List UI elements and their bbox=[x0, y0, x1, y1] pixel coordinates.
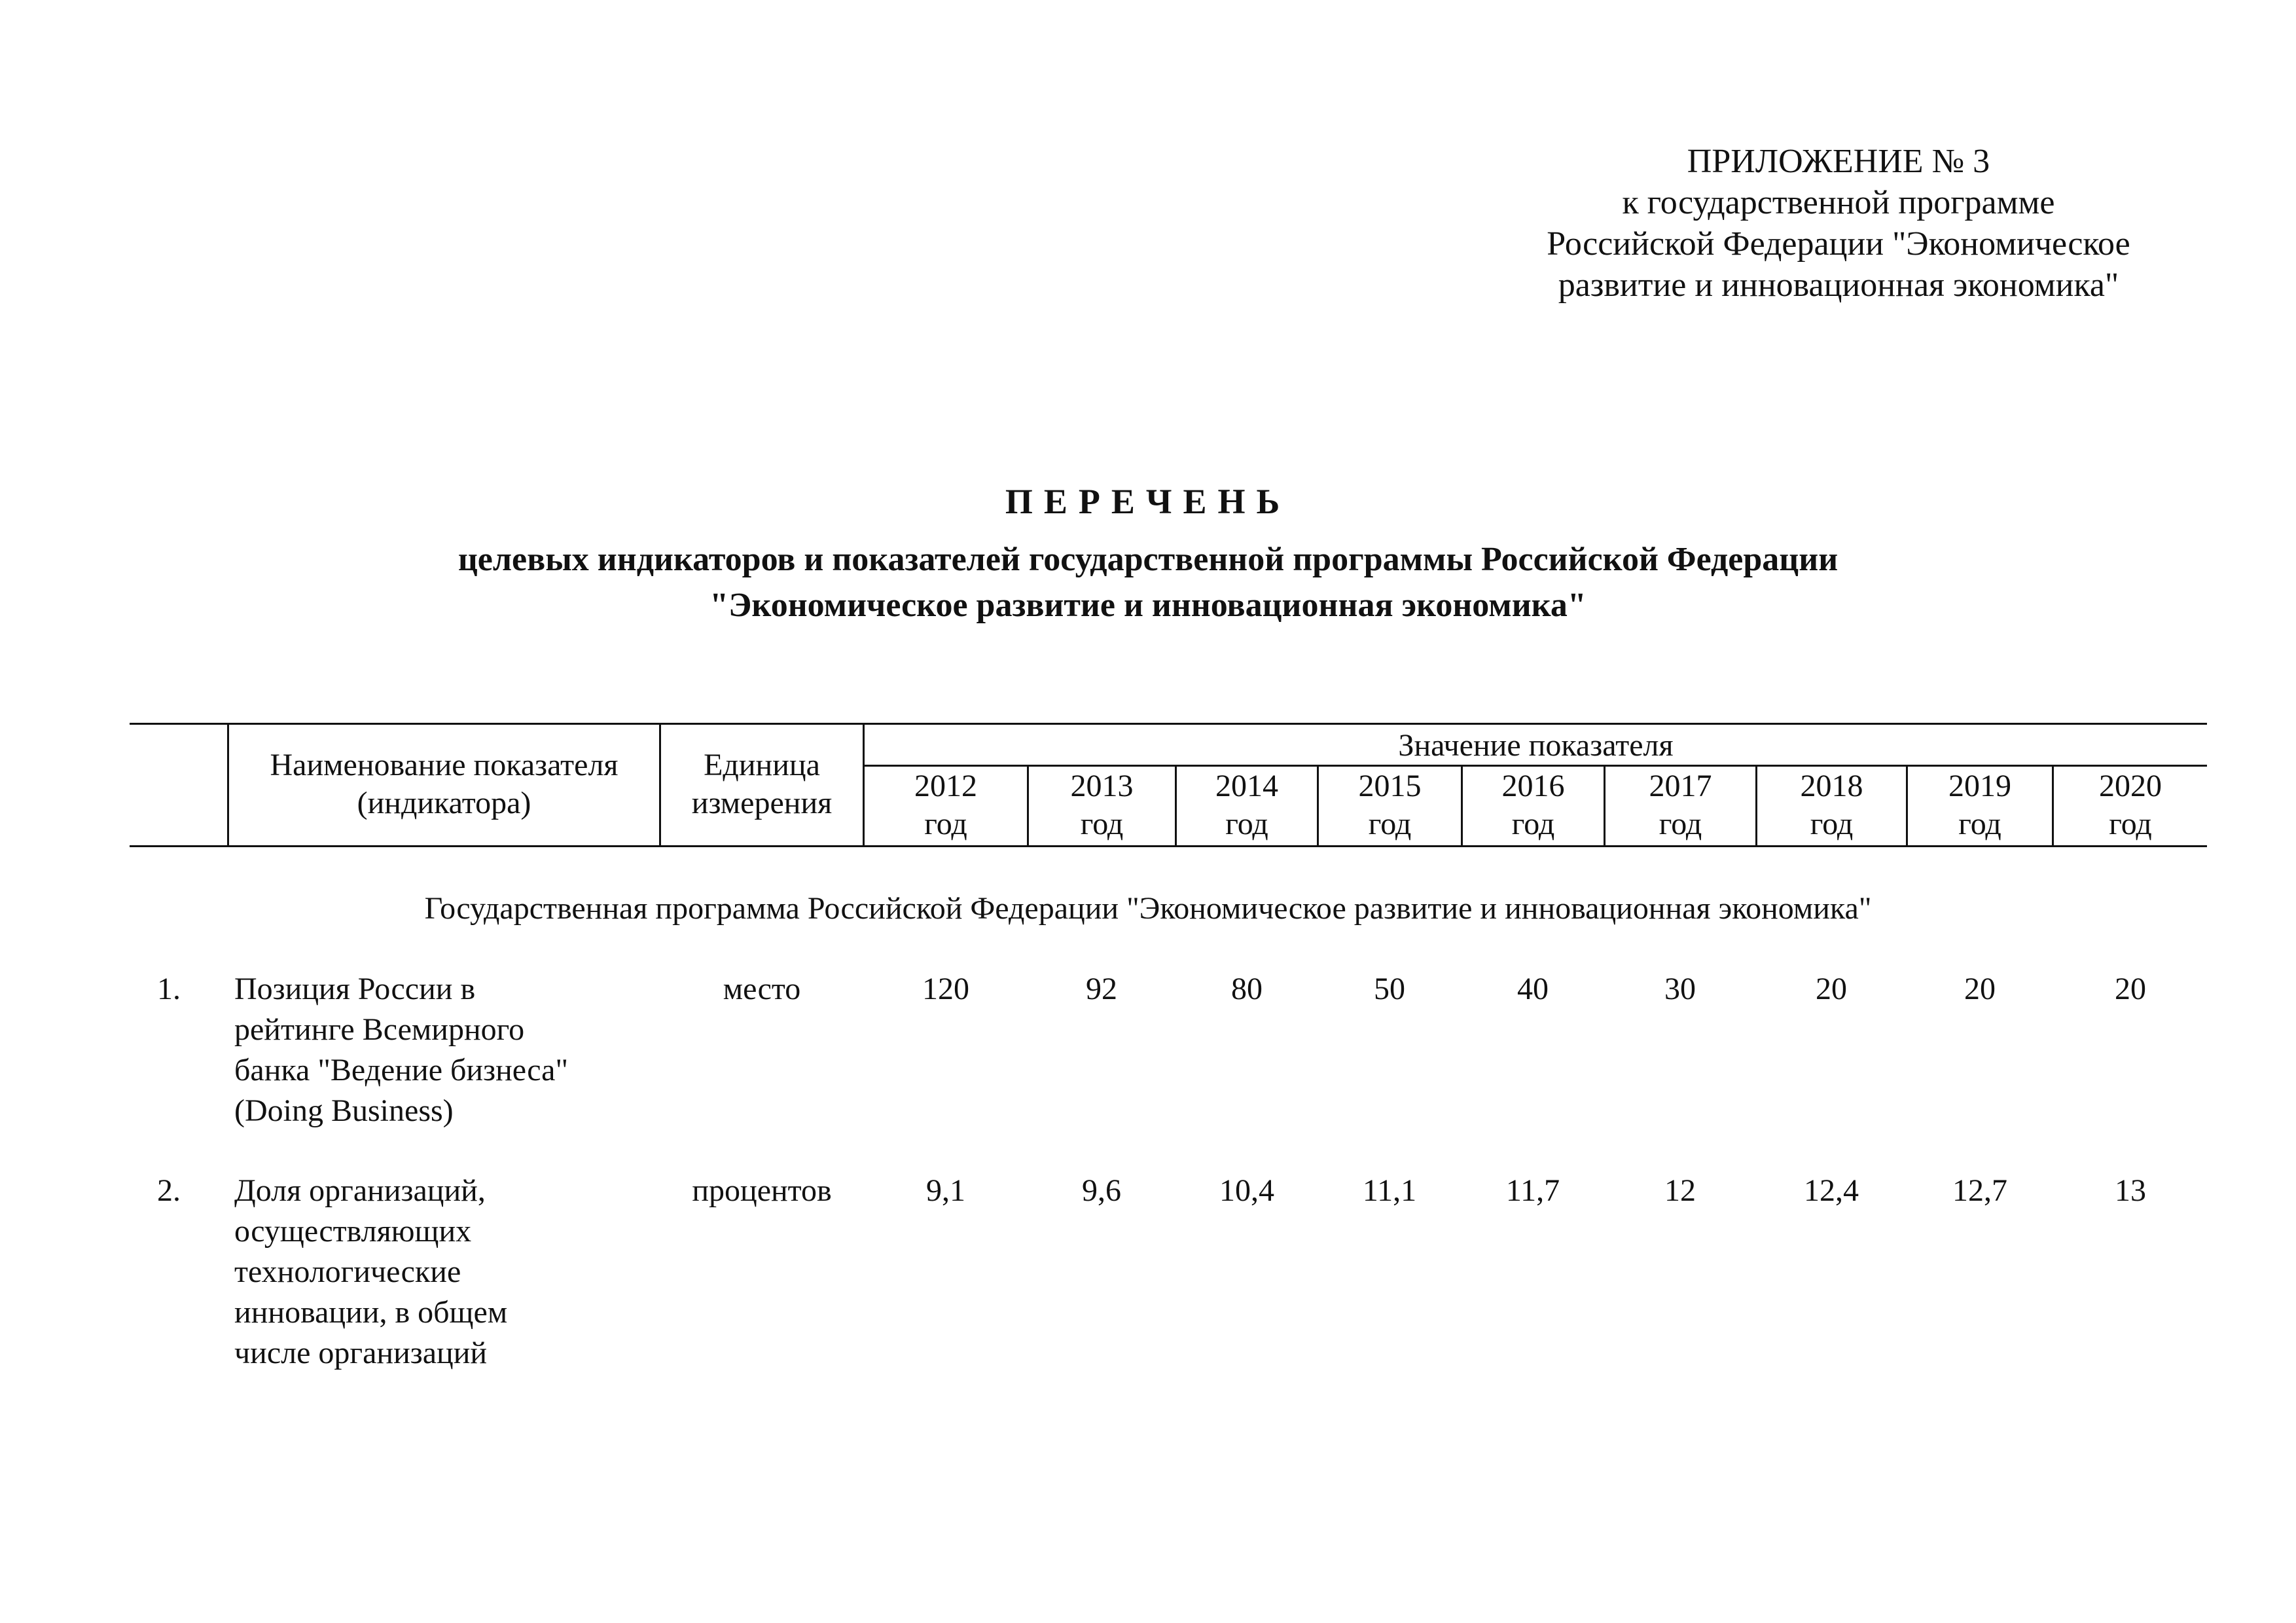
header-label: измерения bbox=[691, 786, 833, 820]
indicator-name-line: рейтинге Всемирного bbox=[234, 1012, 525, 1047]
value-2013: 9,6 bbox=[1082, 1173, 1121, 1208]
row-number: 1. bbox=[157, 972, 181, 1006]
value-2015: 11,1 bbox=[1362, 1173, 1417, 1208]
header-value-group: Значение показателя bbox=[1398, 728, 1674, 763]
appendix-heading bbox=[1479, 141, 2198, 306]
year-label: 2016 bbox=[1501, 769, 1565, 803]
year-suffix: год bbox=[1659, 807, 1702, 841]
table-top-rule bbox=[130, 723, 2207, 725]
indicator-name-line: банка "Ведение бизнеса" bbox=[234, 1053, 569, 1087]
year-suffix: год bbox=[1225, 807, 1268, 841]
indicator-name-line: Позиция России в bbox=[234, 972, 476, 1006]
document-title: ПЕРЕЧЕНЬ bbox=[1005, 482, 1291, 521]
value-2020: 13 bbox=[2115, 1173, 2146, 1208]
header-year-2013 bbox=[1029, 767, 1175, 843]
value-2018: 20 bbox=[1816, 972, 1847, 1006]
unit-cell: процентов bbox=[692, 1173, 832, 1208]
appendix-line: развитие и инновационная экономика" bbox=[1558, 266, 2119, 304]
header-label: Единица bbox=[704, 748, 820, 782]
indicator-name-line: технологические bbox=[234, 1254, 461, 1289]
value-2018: 12,4 bbox=[1804, 1173, 1859, 1208]
year-label: 2020 bbox=[2099, 769, 2162, 803]
value-group-rule bbox=[864, 765, 2207, 767]
indicator-name-line: осуществляющих bbox=[234, 1214, 472, 1249]
header-indicator-name bbox=[229, 746, 659, 822]
value-2012: 120 bbox=[922, 972, 969, 1006]
year-suffix: год bbox=[1080, 807, 1124, 841]
header-label: Наименование показателя bbox=[270, 748, 619, 782]
row-number: 2. bbox=[157, 1173, 181, 1208]
year-suffix: год bbox=[2109, 807, 2152, 841]
header-label: (индикатора) bbox=[357, 786, 531, 820]
header-year-2016 bbox=[1463, 767, 1604, 843]
year-suffix: год bbox=[924, 807, 967, 841]
indicator-name-line: (Doing Business) bbox=[234, 1093, 454, 1128]
year-label: 2015 bbox=[1358, 769, 1422, 803]
value-2014: 10,4 bbox=[1219, 1173, 1274, 1208]
indicator-name-line: инновации, в общем bbox=[234, 1295, 508, 1330]
value-2019: 20 bbox=[1964, 972, 1996, 1006]
value-2016: 40 bbox=[1517, 972, 1549, 1006]
year-label: 2017 bbox=[1649, 769, 1712, 803]
unit-cell: место bbox=[723, 972, 801, 1006]
document-subtitle: целевых индикаторов и показателей государственной программы Российской Федерации bbox=[457, 541, 1839, 578]
value-2016: 11,7 bbox=[1505, 1173, 1560, 1208]
year-label: 2019 bbox=[1948, 769, 2011, 803]
appendix-line: Российской Федерации "Экономическое bbox=[1547, 225, 2130, 263]
appendix-number: ПРИЛОЖЕНИЕ № 3 bbox=[1687, 143, 1990, 180]
value-2012: 9,1 bbox=[926, 1173, 965, 1208]
header-unit bbox=[661, 746, 863, 822]
year-suffix: год bbox=[1958, 807, 2001, 841]
header-year-2018 bbox=[1757, 767, 1906, 843]
header-year-2017 bbox=[1605, 767, 1755, 843]
value-2014: 80 bbox=[1231, 972, 1263, 1006]
value-2019: 12,7 bbox=[1952, 1173, 2007, 1208]
year-suffix: год bbox=[1511, 807, 1555, 841]
header-year-2012 bbox=[865, 767, 1027, 843]
appendix-line: к государственной программе bbox=[1622, 184, 2055, 221]
indicator-name-line: Доля организаций, bbox=[234, 1173, 486, 1208]
header-year-2020 bbox=[2054, 767, 2207, 843]
section-title: Государственная программа Российской Федерации "Экономическое развитие и инновационная экономика" bbox=[424, 891, 1872, 926]
year-label: 2014 bbox=[1215, 769, 1278, 803]
indicator-name bbox=[234, 1171, 640, 1374]
indicator-name-line: числе организаций bbox=[234, 1336, 488, 1370]
table-header-bottom-rule bbox=[130, 845, 2207, 847]
document-subtitle: "Экономическое развитие и инновационная экономика" bbox=[709, 587, 1587, 624]
year-label: 2012 bbox=[914, 769, 977, 803]
year-label: 2013 bbox=[1070, 769, 1134, 803]
value-2015: 50 bbox=[1374, 972, 1405, 1006]
indicator-name bbox=[234, 969, 640, 1131]
value-2020: 20 bbox=[2115, 972, 2146, 1006]
value-2017: 30 bbox=[1664, 972, 1696, 1006]
value-2013: 92 bbox=[1086, 972, 1117, 1006]
header-year-2015 bbox=[1319, 767, 1461, 843]
value-2017: 12 bbox=[1664, 1173, 1696, 1208]
year-suffix: год bbox=[1368, 807, 1412, 841]
header-year-2014 bbox=[1177, 767, 1317, 843]
header-year-2019 bbox=[1908, 767, 2052, 843]
year-suffix: год bbox=[1810, 807, 1854, 841]
year-label: 2018 bbox=[1800, 769, 1863, 803]
